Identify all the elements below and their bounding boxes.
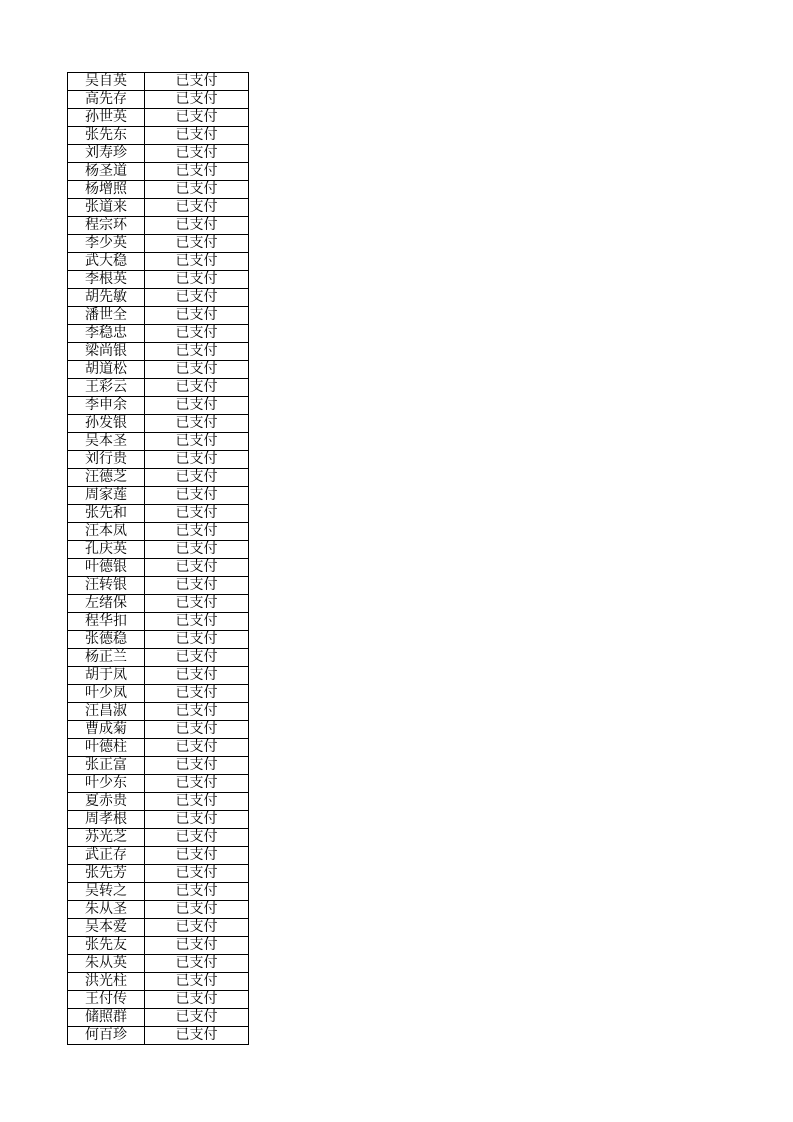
payment-status-cell: 已支付 xyxy=(145,613,249,631)
name-cell: 张先芳 xyxy=(68,865,145,883)
name-cell: 吴自英 xyxy=(68,73,145,91)
table-row xyxy=(68,901,249,919)
table-row xyxy=(68,685,249,703)
name-cell: 汪昌淑 xyxy=(68,703,145,721)
name-cell: 李申余 xyxy=(68,397,145,415)
payment-status-cell: 已支付 xyxy=(145,847,249,865)
name-cell: 杨正兰 xyxy=(68,649,145,667)
name-cell: 周家莲 xyxy=(68,487,145,505)
table-row xyxy=(68,253,249,271)
table-row xyxy=(68,235,249,253)
payment-status-cell: 已支付 xyxy=(145,703,249,721)
table-row xyxy=(68,469,249,487)
name-cell: 孙世英 xyxy=(68,109,145,127)
name-cell: 孙发银 xyxy=(68,415,145,433)
name-cell: 梁尚银 xyxy=(68,343,145,361)
name-cell: 刘寿珍 xyxy=(68,145,145,163)
payment-status-cell: 已支付 xyxy=(145,973,249,991)
name-cell: 汪德芝 xyxy=(68,469,145,487)
table-row xyxy=(68,937,249,955)
name-cell: 杨增照 xyxy=(68,181,145,199)
table-row xyxy=(68,199,249,217)
name-cell: 张正富 xyxy=(68,757,145,775)
name-cell: 王付传 xyxy=(68,991,145,1009)
name-cell: 苏光芝 xyxy=(68,829,145,847)
table-row xyxy=(68,1009,249,1027)
payment-status-cell: 已支付 xyxy=(145,811,249,829)
payment-status-cell: 已支付 xyxy=(145,883,249,901)
name-cell: 朱从圣 xyxy=(68,901,145,919)
payment-status-cell: 已支付 xyxy=(145,397,249,415)
table-row xyxy=(68,307,249,325)
payment-status-cell: 已支付 xyxy=(145,289,249,307)
payment-status-cell: 已支付 xyxy=(145,217,249,235)
name-cell: 李根英 xyxy=(68,271,145,289)
payment-status-cell: 已支付 xyxy=(145,559,249,577)
table-row xyxy=(68,1027,249,1045)
name-cell: 储照群 xyxy=(68,1009,145,1027)
table-row xyxy=(68,73,249,91)
name-cell: 叶少凤 xyxy=(68,685,145,703)
payment-status-cell: 已支付 xyxy=(145,361,249,379)
payment-table xyxy=(67,72,249,1045)
name-cell: 刘行贵 xyxy=(68,451,145,469)
table-row xyxy=(68,451,249,469)
table-row xyxy=(68,559,249,577)
table-row xyxy=(68,379,249,397)
name-cell: 李稳忠 xyxy=(68,325,145,343)
payment-status-cell: 已支付 xyxy=(145,955,249,973)
table-row xyxy=(68,361,249,379)
name-cell: 潘世全 xyxy=(68,307,145,325)
name-cell: 张先友 xyxy=(68,937,145,955)
payment-status-cell: 已支付 xyxy=(145,919,249,937)
name-cell: 何百珍 xyxy=(68,1027,145,1045)
payment-status-cell: 已支付 xyxy=(145,685,249,703)
name-cell: 左绪保 xyxy=(68,595,145,613)
table-row xyxy=(68,955,249,973)
table-row xyxy=(68,757,249,775)
name-cell: 程宗环 xyxy=(68,217,145,235)
payment-status-cell: 已支付 xyxy=(145,541,249,559)
table-row xyxy=(68,595,249,613)
name-cell: 叶德银 xyxy=(68,559,145,577)
table-row xyxy=(68,343,249,361)
payment-status-cell: 已支付 xyxy=(145,865,249,883)
name-cell: 程华扣 xyxy=(68,613,145,631)
payment-status-cell: 已支付 xyxy=(145,775,249,793)
table-row xyxy=(68,487,249,505)
payment-status-cell: 已支付 xyxy=(145,505,249,523)
payment-status-cell: 已支付 xyxy=(145,181,249,199)
table-row xyxy=(68,433,249,451)
table-row xyxy=(68,991,249,1009)
payment-status-cell: 已支付 xyxy=(145,451,249,469)
name-cell: 曹成菊 xyxy=(68,721,145,739)
name-cell: 武正存 xyxy=(68,847,145,865)
name-cell: 高先存 xyxy=(68,91,145,109)
name-cell: 胡道松 xyxy=(68,361,145,379)
payment-status-cell: 已支付 xyxy=(145,325,249,343)
table-row xyxy=(68,613,249,631)
name-cell: 胡先敏 xyxy=(68,289,145,307)
name-cell: 孔庆英 xyxy=(68,541,145,559)
payment-status-cell: 已支付 xyxy=(145,631,249,649)
payment-status-cell: 已支付 xyxy=(145,901,249,919)
payment-status-cell: 已支付 xyxy=(145,433,249,451)
payment-status-cell: 已支付 xyxy=(145,523,249,541)
table-row xyxy=(68,703,249,721)
name-cell: 吴本圣 xyxy=(68,433,145,451)
payment-status-cell: 已支付 xyxy=(145,235,249,253)
table-row xyxy=(68,793,249,811)
table-row xyxy=(68,883,249,901)
name-cell: 朱从英 xyxy=(68,955,145,973)
table-row xyxy=(68,775,249,793)
name-cell: 张道来 xyxy=(68,199,145,217)
name-cell: 武大稳 xyxy=(68,253,145,271)
payment-status-cell: 已支付 xyxy=(145,1009,249,1027)
payment-status-cell: 已支付 xyxy=(145,199,249,217)
name-cell: 吴转之 xyxy=(68,883,145,901)
payment-status-cell: 已支付 xyxy=(145,379,249,397)
payment-status-cell: 已支付 xyxy=(145,253,249,271)
table-row xyxy=(68,217,249,235)
payment-status-cell: 已支付 xyxy=(145,487,249,505)
table-row xyxy=(68,163,249,181)
table-row xyxy=(68,577,249,595)
payment-status-cell: 已支付 xyxy=(145,667,249,685)
table-row xyxy=(68,415,249,433)
name-cell: 洪光柱 xyxy=(68,973,145,991)
payment-status-cell: 已支付 xyxy=(145,415,249,433)
table-row xyxy=(68,505,249,523)
table-row xyxy=(68,667,249,685)
name-cell: 胡于凤 xyxy=(68,667,145,685)
payment-status-cell: 已支付 xyxy=(145,145,249,163)
payment-status-cell: 已支付 xyxy=(145,739,249,757)
table-row xyxy=(68,289,249,307)
table-row xyxy=(68,649,249,667)
name-cell: 夏赤贵 xyxy=(68,793,145,811)
payment-status-cell: 已支付 xyxy=(145,469,249,487)
table-row xyxy=(68,127,249,145)
name-cell: 张德稳 xyxy=(68,631,145,649)
table-row xyxy=(68,109,249,127)
name-cell: 李少英 xyxy=(68,235,145,253)
name-cell: 叶少东 xyxy=(68,775,145,793)
table-row xyxy=(68,181,249,199)
payment-status-cell: 已支付 xyxy=(145,343,249,361)
table-row xyxy=(68,325,249,343)
payment-status-cell: 已支付 xyxy=(145,1027,249,1045)
name-cell: 杨圣道 xyxy=(68,163,145,181)
name-cell: 汪转银 xyxy=(68,577,145,595)
name-cell: 吴本爱 xyxy=(68,919,145,937)
payment-status-cell: 已支付 xyxy=(145,91,249,109)
table-row xyxy=(68,541,249,559)
table-row xyxy=(68,847,249,865)
payment-status-cell: 已支付 xyxy=(145,577,249,595)
payment-status-cell: 已支付 xyxy=(145,163,249,181)
name-cell: 周孝根 xyxy=(68,811,145,829)
table-row xyxy=(68,91,249,109)
table-row xyxy=(68,811,249,829)
payment-status-cell: 已支付 xyxy=(145,991,249,1009)
table-row xyxy=(68,829,249,847)
payment-status-cell: 已支付 xyxy=(145,649,249,667)
payment-status-cell: 已支付 xyxy=(145,793,249,811)
name-cell: 王彩云 xyxy=(68,379,145,397)
table-row xyxy=(68,865,249,883)
table-row xyxy=(68,721,249,739)
name-cell: 叶德柱 xyxy=(68,739,145,757)
payment-status-cell: 已支付 xyxy=(145,271,249,289)
name-cell: 张先和 xyxy=(68,505,145,523)
table-row xyxy=(68,397,249,415)
table-row xyxy=(68,631,249,649)
payment-status-cell: 已支付 xyxy=(145,937,249,955)
payment-status-cell: 已支付 xyxy=(145,307,249,325)
payment-status-cell: 已支付 xyxy=(145,127,249,145)
payment-status-cell: 已支付 xyxy=(145,595,249,613)
payment-table-body xyxy=(68,73,249,1045)
payment-status-cell: 已支付 xyxy=(145,109,249,127)
table-row xyxy=(68,739,249,757)
table-row xyxy=(68,523,249,541)
name-cell: 汪本凤 xyxy=(68,523,145,541)
table-row xyxy=(68,271,249,289)
table-row xyxy=(68,919,249,937)
table-row xyxy=(68,145,249,163)
payment-status-cell: 已支付 xyxy=(145,73,249,91)
name-cell: 张先东 xyxy=(68,127,145,145)
payment-status-cell: 已支付 xyxy=(145,757,249,775)
payment-status-cell: 已支付 xyxy=(145,829,249,847)
payment-status-cell: 已支付 xyxy=(145,721,249,739)
table-row xyxy=(68,973,249,991)
